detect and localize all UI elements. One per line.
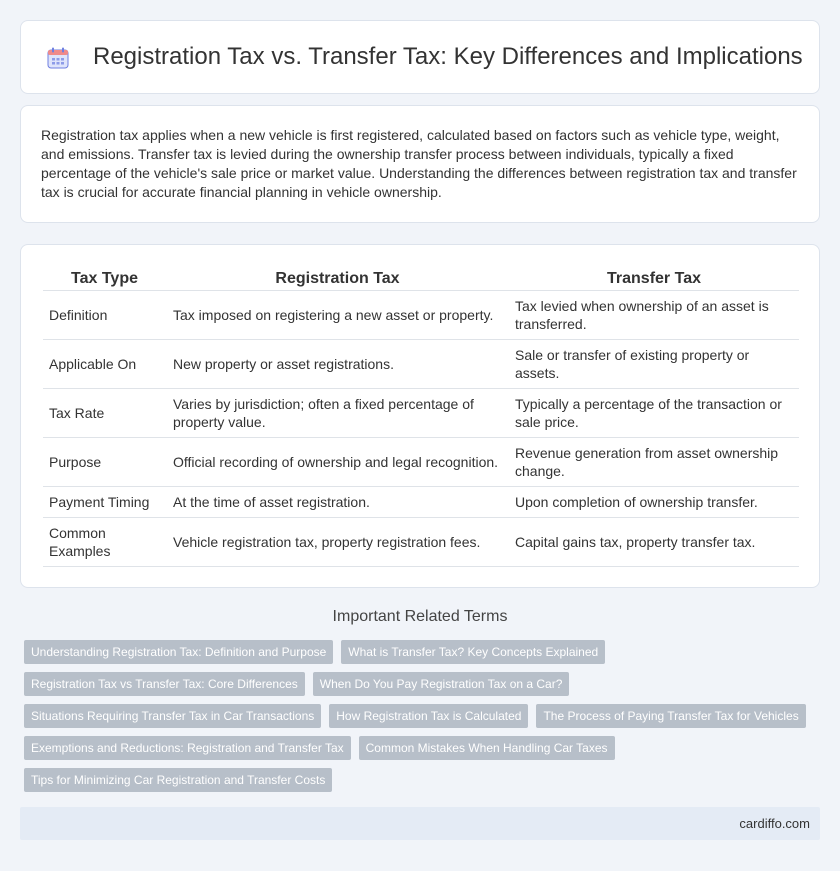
table-header-row	[43, 265, 799, 291]
related-term-tag[interactable]: When Do You Pay Registration Tax on a Car?	[313, 672, 570, 696]
registration-cell: Official recording of ownership and legal recognition.	[166, 438, 509, 487]
registration-cell: At the time of asset registration.	[166, 487, 509, 518]
table-row	[43, 389, 799, 438]
table-row	[43, 518, 799, 567]
related-term-tag[interactable]: Situations Requiring Transfer Tax in Car Transactions	[24, 704, 321, 728]
related-term-tag[interactable]: Exemptions and Reductions: Registration and Transfer Tax	[24, 736, 351, 760]
registration-cell: Tax imposed on registering a new asset or property.	[166, 291, 509, 340]
transfer-cell: Upon completion of ownership transfer.	[509, 487, 799, 518]
related-term-tag[interactable]: Registration Tax vs Transfer Tax: Core Differences	[24, 672, 305, 696]
comparison-table-card	[20, 244, 820, 588]
registration-cell: Varies by jurisdiction; often a fixed percentage of property value.	[166, 389, 509, 438]
related-term-tag[interactable]: How Registration Tax is Calculated	[329, 704, 528, 728]
transfer-cell: Tax levied when ownership of an asset is transferred.	[509, 291, 799, 340]
table-row	[43, 487, 799, 518]
related-terms-list	[24, 640, 820, 800]
related-term-tag[interactable]: What is Transfer Tax? Key Concepts Explained	[341, 640, 605, 664]
table-row	[43, 438, 799, 487]
transfer-cell: Sale or transfer of existing property or assets.	[509, 340, 799, 389]
footer-site-link[interactable]: cardiffo.com	[739, 816, 810, 831]
header-tax-type: Tax Type	[43, 265, 166, 291]
transfer-cell: Revenue generation from asset ownership change.	[509, 438, 799, 487]
header-registration-tax: Registration Tax	[166, 265, 509, 291]
transfer-cell: Capital gains tax, property transfer tax.	[509, 518, 799, 567]
header-card	[20, 20, 820, 94]
row-label: Tax Rate	[43, 389, 166, 438]
table-row	[43, 340, 799, 389]
header-transfer-tax: Transfer Tax	[509, 265, 799, 291]
related-terms-title: Important Related Terms	[332, 608, 508, 625]
footer	[20, 807, 820, 840]
intro-card	[20, 105, 820, 223]
intro-text: Registration tax applies when a new vehicle is first registered, calculated based on factors such as vehicle type, weight, and emissions. Transfer tax is levied during the ownership transfer process between individuals, typically a fixed percentage of the vehicle's sale price or market value. Understanding the differences between registration tax and transfer tax is crucial for accurate financial planning in vehicle ownership.	[41, 127, 797, 200]
related-term-tag[interactable]: Common Mistakes When Handling Car Taxes	[359, 736, 615, 760]
row-label: Purpose	[43, 438, 166, 487]
comparison-table	[43, 265, 799, 567]
page-title: Registration Tax vs. Transfer Tax: Key Differences and Implications	[93, 43, 803, 70]
row-label: Common Examples	[43, 518, 166, 567]
related-term-tag[interactable]: Understanding Registration Tax: Definition and Purpose	[24, 640, 333, 664]
related-term-tag[interactable]: The Process of Paying Transfer Tax for Vehicles	[536, 704, 805, 728]
registration-cell: Vehicle registration tax, property registration fees.	[166, 518, 509, 567]
calendar-icon	[47, 47, 69, 69]
row-label: Definition	[43, 291, 166, 340]
transfer-cell: Typically a percentage of the transaction or sale price.	[509, 389, 799, 438]
registration-cell: New property or asset registrations.	[166, 340, 509, 389]
table-row	[43, 291, 799, 340]
row-label: Payment Timing	[43, 487, 166, 518]
row-label: Applicable On	[43, 340, 166, 389]
related-term-tag[interactable]: Tips for Minimizing Car Registration and Transfer Costs	[24, 768, 332, 792]
